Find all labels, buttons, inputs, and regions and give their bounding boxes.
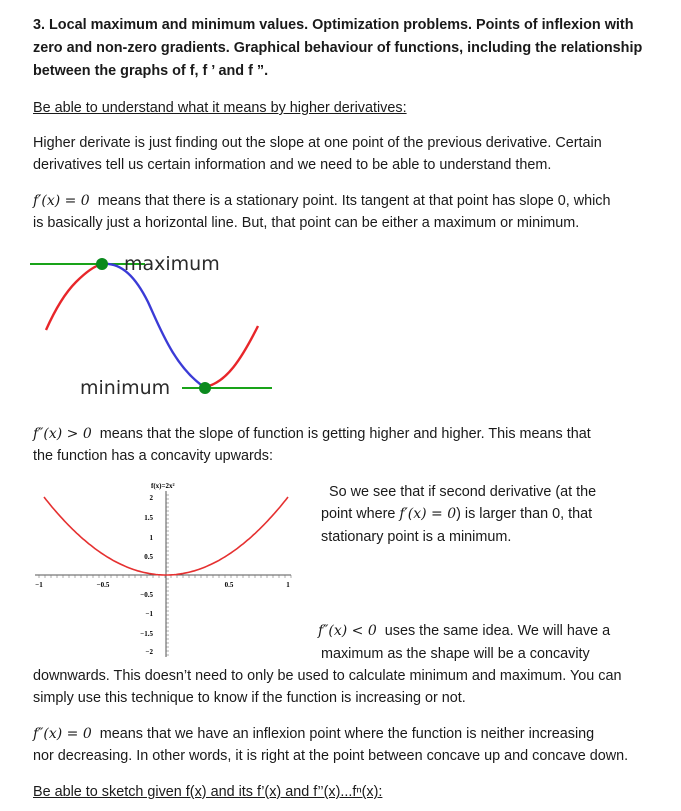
- second-negative-line4: simply use this technique to know if the function is increasing or not.: [33, 690, 466, 706]
- second-positive-expr: f″(x) > 0: [33, 426, 92, 442]
- x-tick-label: 1: [286, 581, 290, 589]
- maximum-label: maximum: [124, 253, 220, 275]
- minimum-point: [199, 382, 211, 394]
- curve-rising-left: [46, 264, 102, 330]
- x-tick-label: −1: [35, 581, 43, 589]
- first-derivative-line1: [33, 190, 611, 212]
- parabola-plot: [33, 479, 295, 659]
- first-derivative-expr: f′(x) = 0: [33, 193, 90, 209]
- function-label: f(x)=2x²: [151, 482, 175, 490]
- second-zero-expr: f″(x) = 0: [33, 726, 92, 742]
- y-tick-label: −0.5: [140, 591, 153, 599]
- y-tick-label: 2: [149, 494, 153, 502]
- second-negative-expr: f″(x) < 0: [318, 623, 377, 639]
- second-positive-text: means that the slope of function is getting higher and higher. This means that: [99, 426, 591, 442]
- minimum-label: minimum: [80, 377, 171, 399]
- second-zero-line1: [33, 723, 594, 745]
- side-note-post: ) is larger than 0, that: [456, 506, 593, 522]
- y-tick-label: −1.5: [140, 630, 153, 638]
- intro-line2: derivatives tell us certain information and we need to be able to understand them.: [33, 157, 552, 173]
- second-negative-line3: downwards. This doesn’t need to only be used to calculate minimum and maximum. You can: [33, 668, 622, 684]
- section-heading-line2: zero and non-zero gradients. Graphical behaviour of functions, including the relationship: [33, 40, 643, 56]
- section-heading-line1: 3. Local maximum and minimum values. Optimization problems. Points of inflexion with: [33, 17, 634, 33]
- first-derivative-line2: is basically just a horizontal line. But, that point can be either a maximum or minimum.: [33, 215, 580, 231]
- first-derivative-text: means that there is a stationary point. Its tangent at that point has slope 0, which: [97, 193, 611, 209]
- second-positive-line1: [33, 423, 591, 445]
- y-tick-label: 1: [149, 534, 153, 542]
- y-tick-label: −2: [145, 648, 153, 656]
- y-tick-label: 0.5: [144, 553, 153, 561]
- side-note-line2: [321, 503, 592, 525]
- intro-line1: Higher derivate is just finding out the slope at one point of the previous derivative. Certain: [33, 135, 602, 151]
- second-zero-line2: nor decreasing. In other words, it is right at the point between concave up and concave down.: [33, 748, 629, 764]
- side-note-line1: So we see that if second derivative (at the: [329, 484, 597, 500]
- side-note-line3: stationary point is a minimum.: [321, 529, 512, 545]
- second-negative-line2: maximum as the shape will be a concavity: [321, 646, 590, 662]
- section-heading-line3: between the graphs of f, f ’ and f ”.: [33, 63, 269, 79]
- second-negative-line1: [318, 620, 610, 642]
- side-note-pre: point where: [321, 506, 396, 522]
- second-positive-line2: the function has a concavity upwards:: [33, 448, 273, 464]
- x-tick-label: 0.5: [224, 581, 234, 589]
- extrema-figure: [30, 246, 330, 406]
- y-tick-label: 1.5: [144, 514, 153, 522]
- side-note-expr: f′(x) = 0: [399, 506, 457, 522]
- subheading-higher-derivatives: Be able to understand what it means by higher derivatives:: [33, 100, 407, 116]
- maximum-point: [96, 258, 108, 270]
- y-tick-label: −1: [145, 610, 153, 618]
- curve-rising-right: [204, 326, 258, 387]
- second-zero-text: means that we have an inflexion point where the function is neither increasing: [99, 726, 595, 742]
- curve-falling-middle: [102, 264, 204, 387]
- x-tick-label: −0.5: [96, 581, 110, 589]
- subheading-sketch: Be able to sketch given f(x) and its f’(x) and f’’(x)...fⁿ(x):: [33, 784, 383, 800]
- second-negative-text: uses the same idea. We will have a: [384, 623, 611, 639]
